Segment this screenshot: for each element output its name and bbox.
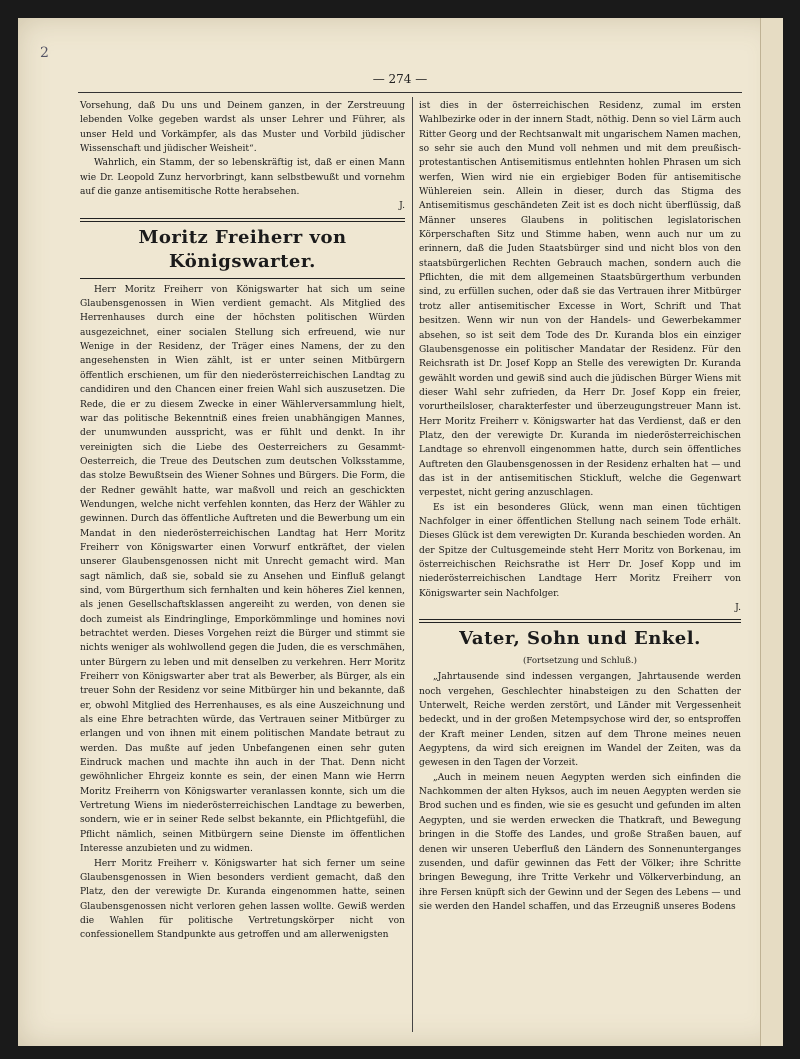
right-column <box>419 99 741 914</box>
article-paragraph: „Auch in meinem neuen Aegypten werden sich einfinden die Nachkommen der alten Hyksos, auch im neuen Aegypten werden sie Brod suchen und es finden, wie sie es gesucht und gefunden im alten Aegypten, und sie werden erwecken die Thatkraft, und Bewegung bringen in die Stoffe des Landes, und große Straßen bauen, auf denen wir unseren Ueberfluß den Ländern des Sonnenunterganges zusenden, und dafür gewinnen das Fett der Völker; ihre Schritte bringen Bewegung, ihre Tritte Verkehr und Völkerverbindung, an ihre Fersen knüpft sich der Gewinn und der Segen des Lebens — und sie werden den Handel schaffen, und das Erzeugniß unseres Bodens <box>419 772 741 912</box>
article-title: Moritz Freiherr von Königswarter. <box>138 226 347 272</box>
intro-paragraph: Vorsehung, daß Du uns und Deinem ganzen, in der Zerstreuung lebenden Volke gegeben wardst als unser Lehrer und Führer, als unser Held und Vorkämpfer, als das Muster und Vorbild jüdischer Wissenschaft und jüdischer Weisheit“. <box>80 101 405 155</box>
article-subtitle: (Fortsetzung und Schluß.) <box>522 656 637 667</box>
section-rule <box>80 218 405 222</box>
page-number: — 274 — <box>372 72 428 86</box>
article-paragraph: ist dies in der österreichischen Residenz, zumal im ersten Wahlbezirke oder in der innern Stadt, nöthig. Denn so viel Lärm auch Ritter Georg und der Rechtsanwalt mit ungarischem Namen machen, so sehr sie auch den Mund voll nehmen und mit dem preußisch-protestantischen Antisemitismus entlehnten hohlen Phrasen um sich werfen, Wien wird nie ein ergiebiger Boden für antisemitische Wühlereien sein. Allein in dieser, durch das Stigma des Antisemitismus geschändeten Zeit ist es doch nicht überflüssig, daß Männer unseres Glaubens in politischen legislatorischen Körperschaften Sitz und Stimme haben, wenn auch nur um zu erinnern, daß die Juden Staatsbürger sind und nicht blos von den staatsbürgerlichen Rechten Gebrauch machen, sondern auch die Pflichten, die mit dem allgemeinen Staatsbürgerthum verbunden sind, zu erfüllen suchen, oder daß sie das Vertrauen ihrer Mitbürger trotz aller antisemitischer Excesse in Wort, Schrift und That besitzen. Wenn wir nun von der Handels- und Gewerbekammer absehen, so ist seit dem Tode des Dr. Kuranda blos ein einziger Glaubensgenosse ein politischer Mandatar der Residenz. Für den Reichsrath ist Dr. Josef Kopp an Stelle des verewigten Dr. Kuranda gewählt worden und gewiß sind auch die jüdischen Bürger Wiens mit dieser Wahl sehr zufrieden, da Herr Dr. Josef Kopp ein freier, vorurtheilsloser, charakterfester und überzeugungstreuer Mann ist. Herr Moritz Freiherr v. Königswarter hat das Verdienst, daß er den Platz, den der verewigte Dr. Kuranda im niederösterreichischen Landtage so ehrenvoll eingenommen hatte, durch sein öffentliches Auftreten den Glaubensgenossen in der Residenz erhalten hat — und das ist in der antisemitischen Stickluft, welche die Gegenwart verpestet, nicht gering anzuschlagen. <box>419 101 741 499</box>
header-rule <box>78 92 742 93</box>
intro-paragraph-2: Wahrlich, ein Stamm, der so lebenskräftig ist, daß er einen Mann wie Dr. Leopold Zunz hervorbringt, kann selbstbewußt und vornehm auf die ganze antisemitische Rotte herabsehen. <box>80 158 405 198</box>
article-paragraph: „Jahrtausende sind indessen vergangen, Jahrtausende werden noch vergehen, Geschlechter hinabsteigen zu den Schatten der Unterwelt, Reiche werden zerstört, und Länder mit Vergessenheit bedeckt, und in der großen Metempsychose wird der, so entsproffen der Kraft meiner Lenden, sitzen auf dem Throne meines neuen Aegyptens, da wird sich ereignen im Wandel der Zeiten, was da gewesen in den Tagen der Vorzeit. <box>419 672 741 769</box>
article-paragraph: Herr Moritz Freiherr v. Königswarter hat sich ferner um seine Glaubensgenossen in Wien besonders verdient gemacht, daß den Platz, den der verewigte Dr. Kuranda eingenommen hatte, seinen Glaubensgenossen nicht verloren gehen lassen wollte. Gewiß werden die Wahlen für politische Vertretungskörper nicht von confessionellem Standpunkte aus getroffen und am allerwenigsten <box>80 858 405 941</box>
page-edge-strip <box>760 18 783 1046</box>
article-signature: J. <box>735 603 741 614</box>
article-paragraph: Herr Moritz Freiherr von Königswarter hat sich um seine Glaubensgenossen in Wien verdient gemacht. Als Mitglied des Herrenhauses durch eine der höchsten politischen Würden ausgezeichnet, einer socialen Stellung sich erfreuend, wie nur Wenige in der Residenz, der Träger eines Namens, der zu den angesehensten in Wien zählt, ist er unter seinen Mitbürgern öffentlich erschienen, um für den niederösterreichischen Landtag zu candidiren und den Chancen einer freien Wahl sich auszusetzen. Die Rede, die er zu diesem Zwecke in einer Wählerversammlung hielt, war das politische Bekenntniß eines freien unabhängigen Mannes, der unumwunden ausspricht, was er fühlt und denkt. In ihr vereinigten sich die Liebe des Oesterreichers zu Gesammt-Oesterreich, die Treue des Deutschen zum deutschen Volksstamme, das stolze Bewußtsein des Wiener Sohnes und Bürgers. Die Form, die der Redner gewählt hatte, war maßvoll und reich an geschickten Wendungen, welche nicht verfehlen konnten, das Herz der Wähler zu gewinnen. Durch das öffentliche Auftreten und die Bewerbung um ein Mandat in den niederösterreichischen Landtag hat Herr Moritz Freiherr von Königswarter einen Vorwurf entkräftet, der vielen unserer Glaubensgenossen nicht mit Unrecht gemacht wird. Man sagt nämlich, daß sie, sobald sie zu Ansehen und Einfluß gelangt sind, vom Bürgerthum sich fernhalten und kein höheres Ziel kennen, als jenen Gesellschaftsklassen angereiht zu werden, von denen sie doch zumeist als Eindringlinge, Emporkömmlinge und homines novi betrachtet werden. Dieses Vorgehen reizt die Bürger und stimmt sie nichts weniger als wohlwollend gegen die Juden, die es verschmähen, unter Bürgern zu leben und mit denselben zu verkehren. Herr Moritz Freiherr von Königswarter aber trat als Bewerber, als Bürger, als ein treuer Sohn der Residenz vor seine Mitbürger hin und bekannte, daß er, obwohl Mitglied des Herrenhauses, es als eine Auszeichnung und als eine Ehre betrachten würde, das Vertrauen seiner Mitbürger zu erlangen und von ihnen mit einem politischen Mandate betraut zu werden. Das mußte auf jeden Unbefangenen einen sehr guten Eindruck machen und machte ihn auch in der That. Denn nicht gewöhnlicher Ehrgeiz konnte es sein, der einen Mann wie Herrn Moritz Freiherrn von Königswarter veranlassen konnte, sich um die Vertretung Wiens im niederösterreichischen Landtage zu bewerben, sondern, wie er in seiner Rede selbst bekannte, ein Pflichtgefühl, die Pflicht nämlich, seinen Mitbürgern seine Dienste im öffentlichen Interesse anzubieten und zu widmen. <box>80 284 405 855</box>
article-title: Vater, Sohn und Enkel. <box>459 628 701 650</box>
left-column <box>80 99 405 943</box>
article-paragraph: Es ist ein besonderes Glück, wenn man einen tüchtigen Nachfolger in einer öffentlichen Stellung nach seinem Tode erhält. Dieses Glück ist dem verewigten Dr. Kuranda beschieden worden. An der Spitze der Cultusgemeinde steht Herr Moritz von Borkenau, im österreichischen Reichsrathe ist Herr Dr. Josef Kopp und im niederösterreichischen Landtage Herr Moritz Freiherr von Königswarter sein Nachfolger. <box>419 502 741 599</box>
column-divider <box>412 97 413 1032</box>
pencil-mark: 2 <box>40 45 49 61</box>
intro-signature: J. <box>399 201 405 212</box>
section-rule <box>419 619 741 623</box>
section-rule <box>80 278 405 279</box>
